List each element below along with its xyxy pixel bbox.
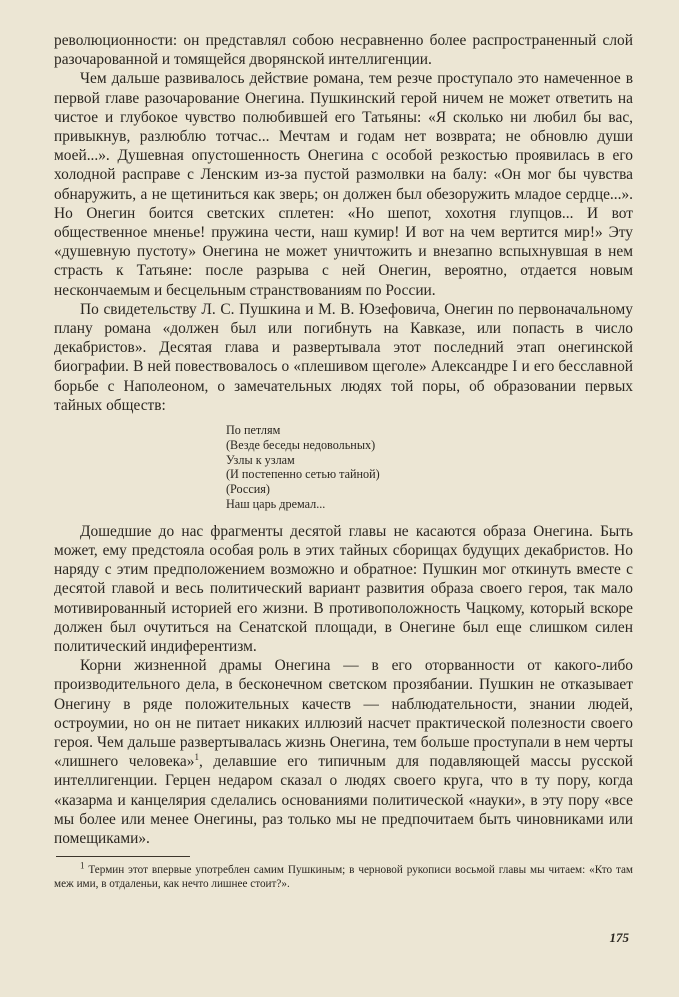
footnote-mark: 1 bbox=[80, 860, 85, 871]
paragraph-3: По свидетельству Л. С. Пушкина и М. В. Юзефовича, Онегин по первоначальному плану романа «должен был или погибнуть на Кавказе, или попасть в число декабристов». Десятая глава и развертывала этот последний этап онегинской биографии. В ней повествовалось о «плешивом щеголе» Александре I и его бесславной борьбе с Наполеоном, о замечательных людях той поры, об образовании первых тайных обществ: bbox=[54, 300, 633, 414]
paragraph-5 bbox=[54, 656, 633, 848]
verse-quote bbox=[226, 423, 633, 512]
verse-line: Узлы к узлам bbox=[226, 452, 295, 467]
verse-line: Наш царь дремал... bbox=[226, 497, 326, 512]
footnote-reference: 1 bbox=[194, 752, 199, 763]
verse-line: (Везде беседы недовольных) bbox=[226, 437, 376, 452]
page-number: 175 bbox=[609, 930, 629, 945]
verse-line: По петлям bbox=[226, 423, 281, 438]
verse-line: (И постепенно сетью тайной) bbox=[226, 467, 380, 482]
paragraph-1: революционности: он представлял собою несравненно более распространенный слой разочарованной и томящейся дворянской интеллигенции. bbox=[54, 32, 633, 69]
paragraph-5-text: Корни жизненной драмы Онегина — в его оторванности от какого-либо производительного дела, в бесконечном светском прозябании. Пушкин не отказывает Онегину в ряде положительных качеств — наблюдательности, знании людей, остроумии, но он не питает никаких иллюзий насчет практической полезности своего героя. Чем дальше развертывалась жизнь Онегина, тем больше проступали в нем черты «лишнего человека» bbox=[54, 657, 633, 771]
verse-line: (Россия) bbox=[226, 482, 270, 497]
footnote-text: Термин этот впервые употреблен самим Пушкиным; в черновой рукописи восьмой главы мы читаем: «Кто там меж ими, в отдаленьи, как нечто лишнее стоит?». bbox=[54, 864, 634, 891]
footnote-divider bbox=[56, 856, 190, 857]
paragraph-5-text-end: , делавшие его типичным для подавляющей массы русской интеллигенции. Герцен недаром сказал о людях своего круга, что в ту пору, когда «казарма и канцелярия сделались основаниями политической «науки», в эту пору «все мы более или менее Онегины, раз только мы не предпочитаем быть чиновниками или помещиками». bbox=[54, 753, 633, 848]
paragraph-2: Чем дальше развивалось действие романа, тем резче проступало это намеченное в первой главе разочарование Онегина. Пушкинский герой ничем не может ответить на чистое и глубокое чувство полюбившей его Татьяны: «Я сколько ни любил бы вас, привыкнув, разлюблю тотчас... Мечтам и годам нет возврата; не обновлю души моей...». Душевная опустошенность Онегина с особой резкостью проявилась в его холодной расправе с Ленским из-за пустой размолвки на балу: «Он мог бы чувства обнаружить, а не щетиниться как зверь; он должен был обезоружить младое сердце...». Но Онегин боится светских сплетен: «Но шепот, хохотня глупцов... И вот общественное мненье! пружина чести, наш кумир! И вот на чем вертится мир!» Эту «душевную пустоту» Онегина не может уничтожить и внезапно вспыхнувшая в нем страсть к Татьяне: после разрыва с ней Онегин, вероятно, отдается новым нескончаемым и бесцельным странствованиям по России. bbox=[54, 70, 633, 299]
footnote bbox=[54, 860, 634, 891]
paragraph-4: Дошедшие до нас фрагменты десятой главы не касаются образа Онегина. Быть может, ему предстояла особая роль в этих тайных сборищах будущих декабристов. Но наряду с этим предположением возможно и обратное: Пушкин мог откинуть вместе с десятой главой и весь политический вариант развития образа своего героя, так мало мотивированный историей его жизни. В противоположность Чацкому, который вскоре должен был очутиться на Сенатской площади, в Онегине был еще слишком силен политический индиферентизм. bbox=[54, 522, 633, 656]
